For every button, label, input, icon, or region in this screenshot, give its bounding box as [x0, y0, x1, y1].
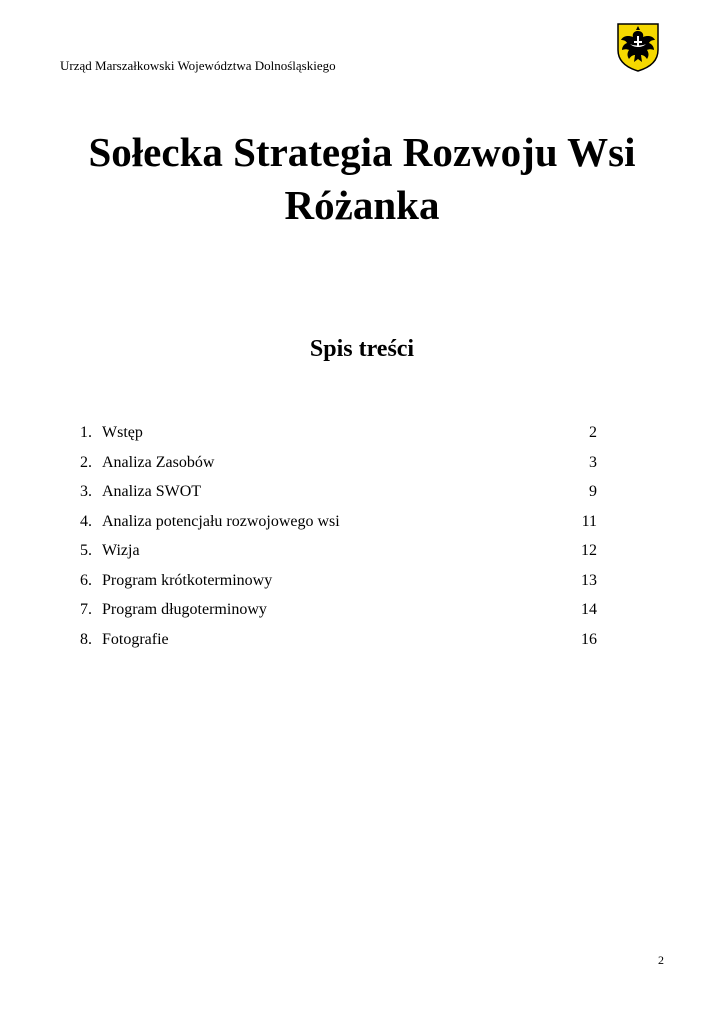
toc-entry-page: 2: [589, 424, 597, 441]
toc-entry: [80, 423, 600, 453]
toc-entry: [80, 482, 600, 512]
toc-entry: [80, 541, 600, 571]
toc-entry-number: 1.: [80, 424, 92, 441]
toc-entry-label: Fotografie: [102, 630, 169, 648]
page-number: 2: [658, 953, 664, 967]
toc-entry-label: Wizja: [102, 542, 140, 559]
document-title-line-2: Różanka: [284, 182, 440, 228]
toc-entry: [80, 453, 600, 483]
toc-entry-number: 8.: [80, 630, 92, 648]
toc-entry-label: Wstęp: [102, 424, 143, 441]
document-title-line-1: Sołecka Strategia Rozwoju Wsi: [88, 129, 636, 175]
toc-entry-number: 2.: [80, 453, 92, 471]
toc-entry-label: Analiza Zasobów: [102, 453, 215, 471]
lower-silesia-coat-of-arms-icon: [616, 22, 660, 72]
toc-entry-number: 6.: [80, 571, 92, 589]
toc-entry-label: Program długoterminowy: [102, 601, 267, 618]
toc-entry-number: 3.: [80, 483, 92, 500]
toc-entry-number: 4.: [80, 512, 92, 530]
toc-entry-page: 14: [581, 601, 597, 618]
toc-entry-page: 9: [589, 483, 597, 500]
toc-entry-label: Analiza SWOT: [102, 483, 202, 500]
toc-entry-number: 5.: [80, 542, 92, 559]
toc-entry-page: 16: [581, 630, 597, 648]
toc-entry-page: 13: [581, 571, 597, 589]
toc-entry-page: 11: [581, 512, 597, 530]
toc-entry-label: Analiza potencjału rozwojowego wsi: [102, 512, 340, 530]
toc-entry: [80, 630, 600, 660]
table-of-contents: [80, 423, 600, 659]
office-name: Urząd Marszałkowski Województwa Dolnośląskiego: [60, 58, 336, 73]
toc-entry-number: 7.: [80, 601, 92, 618]
toc-entry: [80, 600, 600, 630]
toc-heading: Spis treści: [309, 336, 415, 362]
toc-entry-label: Program krótkoterminowy: [102, 571, 273, 589]
document-title: [0, 126, 724, 232]
toc-entry-page: 3: [589, 453, 597, 471]
toc-entry: [80, 571, 600, 601]
toc-entry: [80, 512, 600, 542]
toc-entry-page: 12: [581, 542, 597, 559]
